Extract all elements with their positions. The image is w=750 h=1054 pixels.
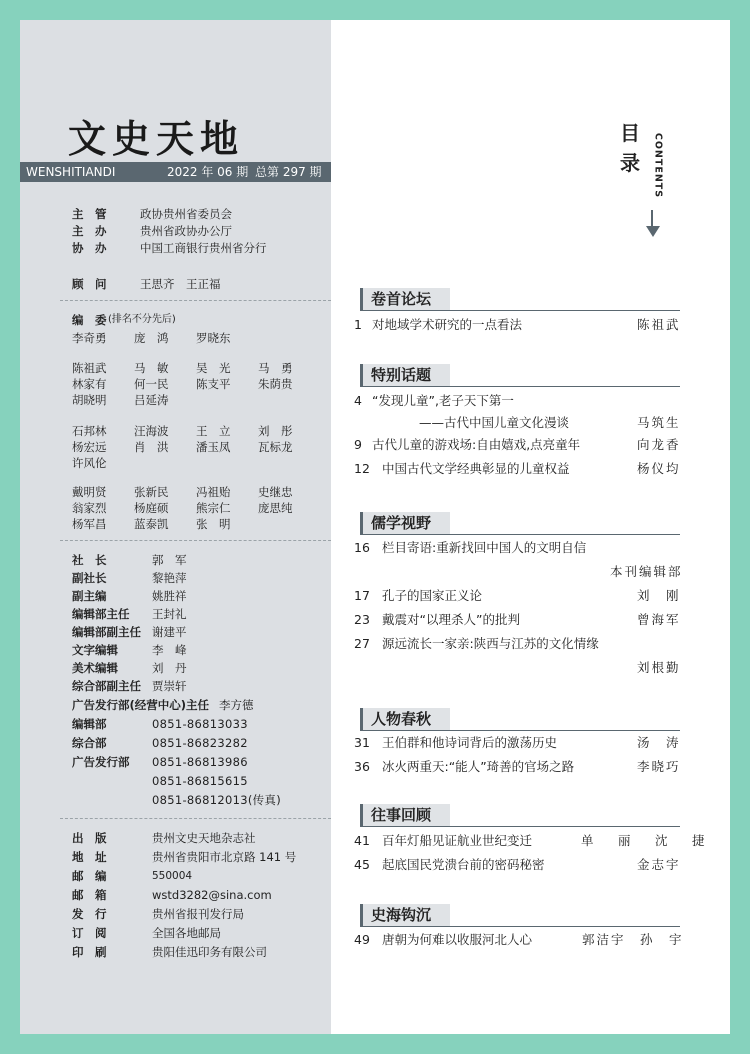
editor-name: 杨宏远 [72, 440, 107, 454]
editor-name: 张 明 [196, 517, 231, 531]
editorial-group-4 [72, 484, 320, 532]
masthead-panel [20, 20, 331, 1034]
toc-page: 4 [354, 393, 362, 408]
toc-entry-title: 栏目寄语:重新找回中国人的文明自信 [382, 540, 587, 555]
advisor-label: 顾 问 [72, 277, 107, 291]
staff-value: 0851-86815615 [152, 774, 248, 788]
toc-entry-title: 起底国民党溃台前的密码秘密 [382, 857, 545, 872]
toc-entry-title: 戴震对“以理杀人”的批判 [382, 612, 520, 627]
publish-value: wstd3282@sina.com [152, 888, 272, 902]
toc-entry-title: 对地域学术研究的一点看法 [372, 317, 523, 332]
staff-value: 李 峰 [152, 643, 187, 657]
publish-label: 邮 编 [72, 869, 107, 883]
toc-title-bottom: 录 [620, 151, 640, 175]
contents-text: CONTENTS [652, 132, 664, 199]
toc-author: 向龙香 [637, 437, 681, 452]
editor-name: 杨庭硕 [134, 501, 169, 515]
staff-value: 0851-86823282 [152, 736, 248, 750]
editor-name: 朱荫贵 [258, 377, 293, 391]
toc-page: 31 [354, 735, 370, 750]
toc-author: 曾海军 [637, 612, 681, 627]
section-rule [360, 730, 680, 731]
divider [60, 300, 331, 301]
publish-label: 订 阅 [72, 926, 107, 940]
total-issue: 总第 297 期 [255, 165, 322, 179]
toc-page: 41 [354, 833, 370, 848]
toc-author: 郭洁宇 孙 宇 [582, 932, 684, 947]
editor-name: 马 敏 [134, 361, 169, 375]
section-rule [360, 926, 680, 927]
publish-label: 邮 箱 [72, 888, 107, 902]
toc-author: 陈祖武 [637, 317, 681, 332]
editor-name: 王 立 [196, 424, 231, 438]
editor-name: 吴 光 [196, 361, 231, 375]
toc-entry-title: 孔子的国家正义论 [382, 588, 483, 603]
editor-name: 庞思纯 [258, 501, 293, 515]
toc-section [360, 804, 680, 830]
toc-page: 49 [354, 932, 370, 947]
editor-name: 许风伦 [72, 456, 107, 470]
toc-author: 李晓巧 [637, 759, 681, 774]
section-title: 特别话题 [360, 364, 450, 386]
toc-author: 刘 刚 [637, 588, 681, 603]
staff-value: 0851-86813986 [152, 755, 248, 769]
issue-number: 2022 年 06 期 [167, 165, 249, 179]
staff-label: 广告发行部 [72, 755, 130, 769]
section-title: 往事回顾 [360, 804, 450, 826]
logo-text: 文史天地 [68, 116, 245, 161]
staff-label: 社 长 [72, 553, 107, 567]
staff-value: 谢建平 [152, 625, 187, 639]
toc-section [360, 288, 680, 314]
toc-entry-title: 唐朝为何难以收服河北人心 [382, 932, 533, 947]
editor-name: 冯祖贻 [196, 485, 231, 499]
staff-label: 副主编 [72, 589, 107, 603]
staff-value: 黎艳萍 [152, 571, 187, 585]
staff-label: 编辑部主任 [72, 607, 130, 621]
toc-page: 27 [354, 636, 370, 651]
toc-section [360, 364, 680, 390]
section-title: 史海钩沉 [360, 904, 450, 926]
toc-page: 16 [354, 540, 370, 555]
staff-label: 综合部 [72, 736, 107, 750]
toc-page: 17 [354, 588, 370, 603]
advisor-value: 王思齐 王正福 [140, 277, 221, 291]
section-rule [360, 386, 680, 387]
toc-author: 金志宇 [637, 857, 681, 872]
editor-name: 潘玉凤 [196, 440, 231, 454]
toc-section [360, 904, 680, 930]
sponsor-value: 中国工商银行贵州省分行 [140, 241, 267, 255]
toc-author: 杨仪均 [637, 461, 681, 476]
staff-label: 编辑部 [72, 717, 107, 731]
editor-name: 陈祖武 [72, 361, 107, 375]
editorial-group-2 [72, 360, 320, 408]
section-title: 儒学视野 [360, 512, 450, 534]
publish-value: 贵州省贵阳市北京路 141 号 [152, 850, 297, 864]
editor-name: 杨军昌 [72, 517, 107, 531]
toc-entry-title: 源远流长一家亲:陕西与江苏的文化情缘 [382, 636, 599, 651]
staff-value: 姚胜祥 [152, 589, 187, 603]
sponsor-label: 主 管 [72, 207, 107, 221]
staff-label: 广告发行部(经营中心)主任 [72, 698, 210, 712]
publish-value: 贵州省报刊发行局 [152, 907, 244, 921]
arrow-down-icon [646, 226, 660, 237]
sponsor-label: 主 办 [72, 224, 107, 238]
editor-name: 吕延涛 [134, 393, 169, 407]
publish-value: 贵阳佳迅印务有限公司 [152, 945, 267, 959]
section-rule [360, 534, 680, 535]
editor-name: 何一民 [134, 377, 169, 391]
publish-label: 印 刷 [72, 945, 107, 959]
toc-title-top: 目 [620, 121, 640, 145]
staff-label: 文字编辑 [72, 643, 118, 657]
issue-bar [20, 162, 331, 182]
sponsor-label: 协 办 [72, 241, 107, 255]
section-title: 人物春秋 [360, 708, 450, 730]
divider [60, 540, 331, 541]
toc-author: 单 丽 沈 捷 [581, 833, 711, 848]
divider [60, 818, 331, 819]
toc-entry-title: “发现儿童”,老子天下第一 [372, 393, 514, 408]
editorial-note: (排名不分先后) [108, 314, 176, 325]
staff-label: 美术编辑 [72, 661, 118, 675]
staff-value: 郭 军 [152, 553, 187, 567]
editor-name: 罗晓东 [196, 331, 231, 345]
staff-label: 综合部副主任 [72, 679, 141, 693]
sponsor-value: 政协贵州省委员会 [140, 207, 232, 221]
staff-value: 0851-86813033 [152, 717, 248, 731]
editorial-label: 编 委 [72, 313, 107, 327]
editor-name: 张新民 [134, 485, 169, 499]
toc-entry-title: 百年灯船见证航业世纪变迁 [382, 833, 533, 848]
editor-name: 瓦标龙 [258, 440, 293, 454]
editor-name: 陈支平 [196, 377, 231, 391]
toc-page: 45 [354, 857, 370, 872]
publish-value: 550004 [152, 870, 193, 882]
contents-label [652, 120, 664, 212]
editor-name: 蓝泰凯 [134, 517, 169, 531]
staff-value: 李方德 [219, 698, 254, 712]
toc-page: 12 [354, 461, 370, 476]
editor-name: 熊宗仁 [196, 501, 231, 515]
toc-section [360, 708, 680, 734]
publish-label: 出 版 [72, 831, 107, 845]
toc-title [618, 118, 642, 178]
toc-author: 刘根勤 [637, 660, 681, 675]
editor-name: 石邦林 [72, 424, 107, 438]
staff-value: 刘 丹 [152, 661, 187, 675]
publish-label: 发 行 [72, 907, 107, 921]
toc-page: 9 [354, 437, 362, 452]
editor-name: 刘 彤 [258, 424, 293, 438]
arrow-stem [651, 210, 653, 226]
publish-value: 贵州文史天地杂志社 [152, 831, 256, 845]
pinyin-title: WENSHITIANDI [26, 165, 116, 179]
editor-name: 林家有 [72, 377, 107, 391]
editorial-group-1 [72, 330, 258, 346]
editor-name: 汪海波 [134, 424, 169, 438]
editor-name: 翁家烈 [72, 501, 107, 515]
editor-name: 李奇勇 [72, 331, 107, 345]
toc-section [360, 512, 680, 538]
toc-page: 23 [354, 612, 370, 627]
editor-name: 戴明贤 [72, 485, 107, 499]
toc-author: 汤 涛 [637, 735, 681, 750]
staff-label: 副社长 [72, 571, 107, 585]
toc-entry-title: 冰火两重天:“能人”琦善的官场之路 [382, 759, 575, 774]
toc-entry-subtitle: ——古代中国儿童文化漫谈 [419, 415, 570, 430]
section-rule [360, 826, 680, 827]
editorial-group-3 [72, 423, 320, 471]
editor-name: 肖 洪 [134, 440, 169, 454]
magazine-page [20, 20, 730, 1034]
publish-label: 地 址 [72, 850, 107, 864]
toc-entry-title: 王伯群和他诗词背后的激荡历史 [382, 735, 558, 750]
editor-name: 史继忠 [258, 485, 293, 499]
editor-name: 马 勇 [258, 361, 293, 375]
toc-page: 36 [354, 759, 370, 774]
staff-label: 编辑部副主任 [72, 625, 141, 639]
toc-entry-title: 中国古代文学经典彰显的儿童权益 [382, 461, 570, 476]
toc-page: 1 [354, 317, 362, 332]
sponsor-value: 贵州省政协办公厅 [140, 224, 232, 238]
publish-value: 全国各地邮局 [152, 926, 221, 940]
logo [68, 106, 264, 162]
toc-author: 本刊编辑部 [610, 564, 683, 579]
staff-value: 贾崇轩 [152, 679, 187, 693]
toc-entry-title: 古代儿童的游戏场:自由嬉戏,点亮童年 [372, 437, 581, 452]
editor-name: 胡晓明 [72, 393, 107, 407]
section-title: 卷首论坛 [360, 288, 450, 310]
staff-value: 王封礼 [152, 607, 187, 621]
editor-name: 庞 鸿 [134, 331, 169, 345]
staff-value: 0851-86812013(传真) [152, 793, 282, 807]
toc-author: 马筑生 [637, 415, 681, 430]
section-rule [360, 310, 680, 311]
